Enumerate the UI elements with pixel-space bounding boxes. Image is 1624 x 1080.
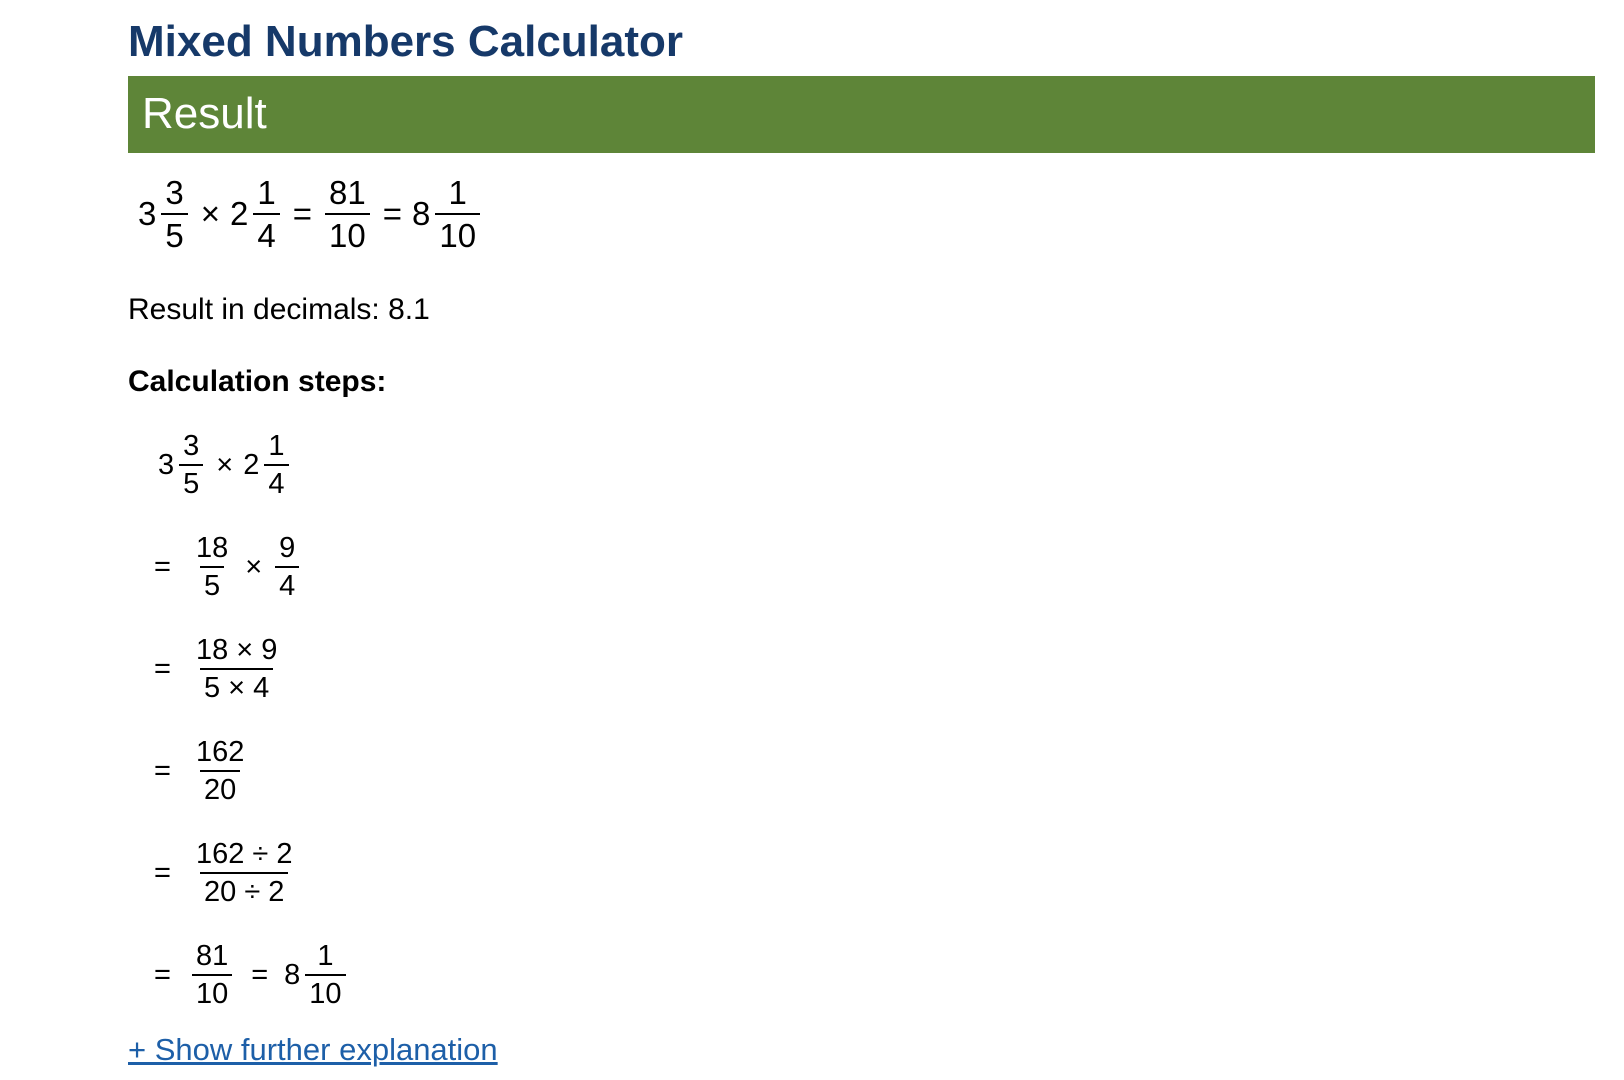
step-2-a-denominator: 5	[200, 566, 224, 604]
step-6	[154, 938, 349, 1013]
step-1-a-numerator: 3	[183, 430, 200, 462]
operand-b-denominator: 4	[253, 213, 279, 256]
show-further-explanation-link[interactable]: + Show further explanation	[128, 1032, 498, 1067]
step-1-a-whole: 3	[158, 448, 175, 481]
result-whole: 8	[412, 195, 431, 233]
result-header-bar	[128, 76, 1595, 153]
result-header-title: Result	[142, 89, 267, 138]
step-1-a-denominator: 5	[179, 464, 203, 502]
equals-sign: =	[251, 958, 269, 991]
result-numerator: 1	[448, 174, 467, 211]
step-4-numerator: 162	[195, 736, 245, 768]
operand-a-denominator: 5	[161, 213, 187, 256]
multiply-sign: ×	[245, 550, 263, 583]
equals-sign: =	[154, 958, 171, 991]
result-decimals: Result in decimals: 8.1	[128, 293, 430, 326]
step-6-fraction	[192, 938, 232, 1013]
multiply-sign: ×	[216, 448, 234, 481]
step-2	[154, 530, 302, 605]
improper-fraction	[325, 172, 370, 257]
equals-sign: =	[154, 652, 171, 685]
equals-sign: =	[382, 195, 402, 233]
step-2-b-denominator: 4	[275, 566, 299, 604]
operand-a-fraction	[161, 172, 187, 257]
step-3-denominator: 5 × 4	[200, 668, 273, 706]
improper-numerator: 81	[329, 174, 366, 211]
operand-a-whole: 3	[138, 195, 157, 233]
step-3-numerator: 18 × 9	[195, 634, 278, 666]
step-1	[158, 428, 292, 503]
step-6-whole: 8	[284, 958, 301, 991]
step-1-b-denominator: 4	[264, 464, 288, 502]
step-6-mixed-fraction	[305, 938, 345, 1013]
calculation-steps-heading: Calculation steps:	[128, 365, 387, 398]
step-6-numerator: 81	[195, 940, 229, 972]
equals-sign: =	[154, 856, 171, 889]
equals-sign: =	[154, 754, 171, 787]
step-4-denominator: 20	[200, 770, 240, 808]
step-6-mixed-denominator: 10	[305, 974, 345, 1012]
multiply-sign: ×	[200, 195, 220, 233]
result-equation	[138, 172, 483, 257]
step-5-denominator: 20 ÷ 2	[200, 872, 288, 910]
operand-a-numerator: 3	[165, 174, 184, 211]
page-title: Mixed Numbers Calculator	[128, 17, 684, 66]
operand-b-whole: 2	[230, 195, 249, 233]
equals-sign: =	[292, 195, 312, 233]
step-5	[154, 836, 299, 911]
equals-sign: =	[154, 550, 171, 583]
step-2-b-numerator: 9	[279, 532, 296, 564]
step-4	[154, 734, 251, 809]
step-1-b-numerator: 1	[268, 430, 285, 462]
step-3-fraction	[192, 632, 281, 707]
result-denominator: 10	[435, 213, 480, 256]
result-fraction	[435, 172, 480, 257]
step-6-denominator: 10	[192, 974, 232, 1012]
step-1-a-fraction	[179, 428, 203, 503]
step-5-numerator: 162 ÷ 2	[195, 838, 293, 870]
step-4-fraction	[192, 734, 248, 809]
step-2-a-fraction	[192, 530, 232, 605]
improper-denominator: 10	[325, 213, 370, 256]
operand-b-fraction	[253, 172, 279, 257]
step-1-b-fraction	[264, 428, 288, 503]
step-1-b-whole: 2	[243, 448, 260, 481]
step-2-b-fraction	[275, 530, 299, 605]
step-2-a-numerator: 18	[195, 532, 229, 564]
step-6-mixed-numerator: 1	[317, 940, 334, 972]
step-5-fraction	[192, 836, 297, 911]
operand-b-numerator: 1	[257, 174, 276, 211]
step-3	[154, 632, 284, 707]
